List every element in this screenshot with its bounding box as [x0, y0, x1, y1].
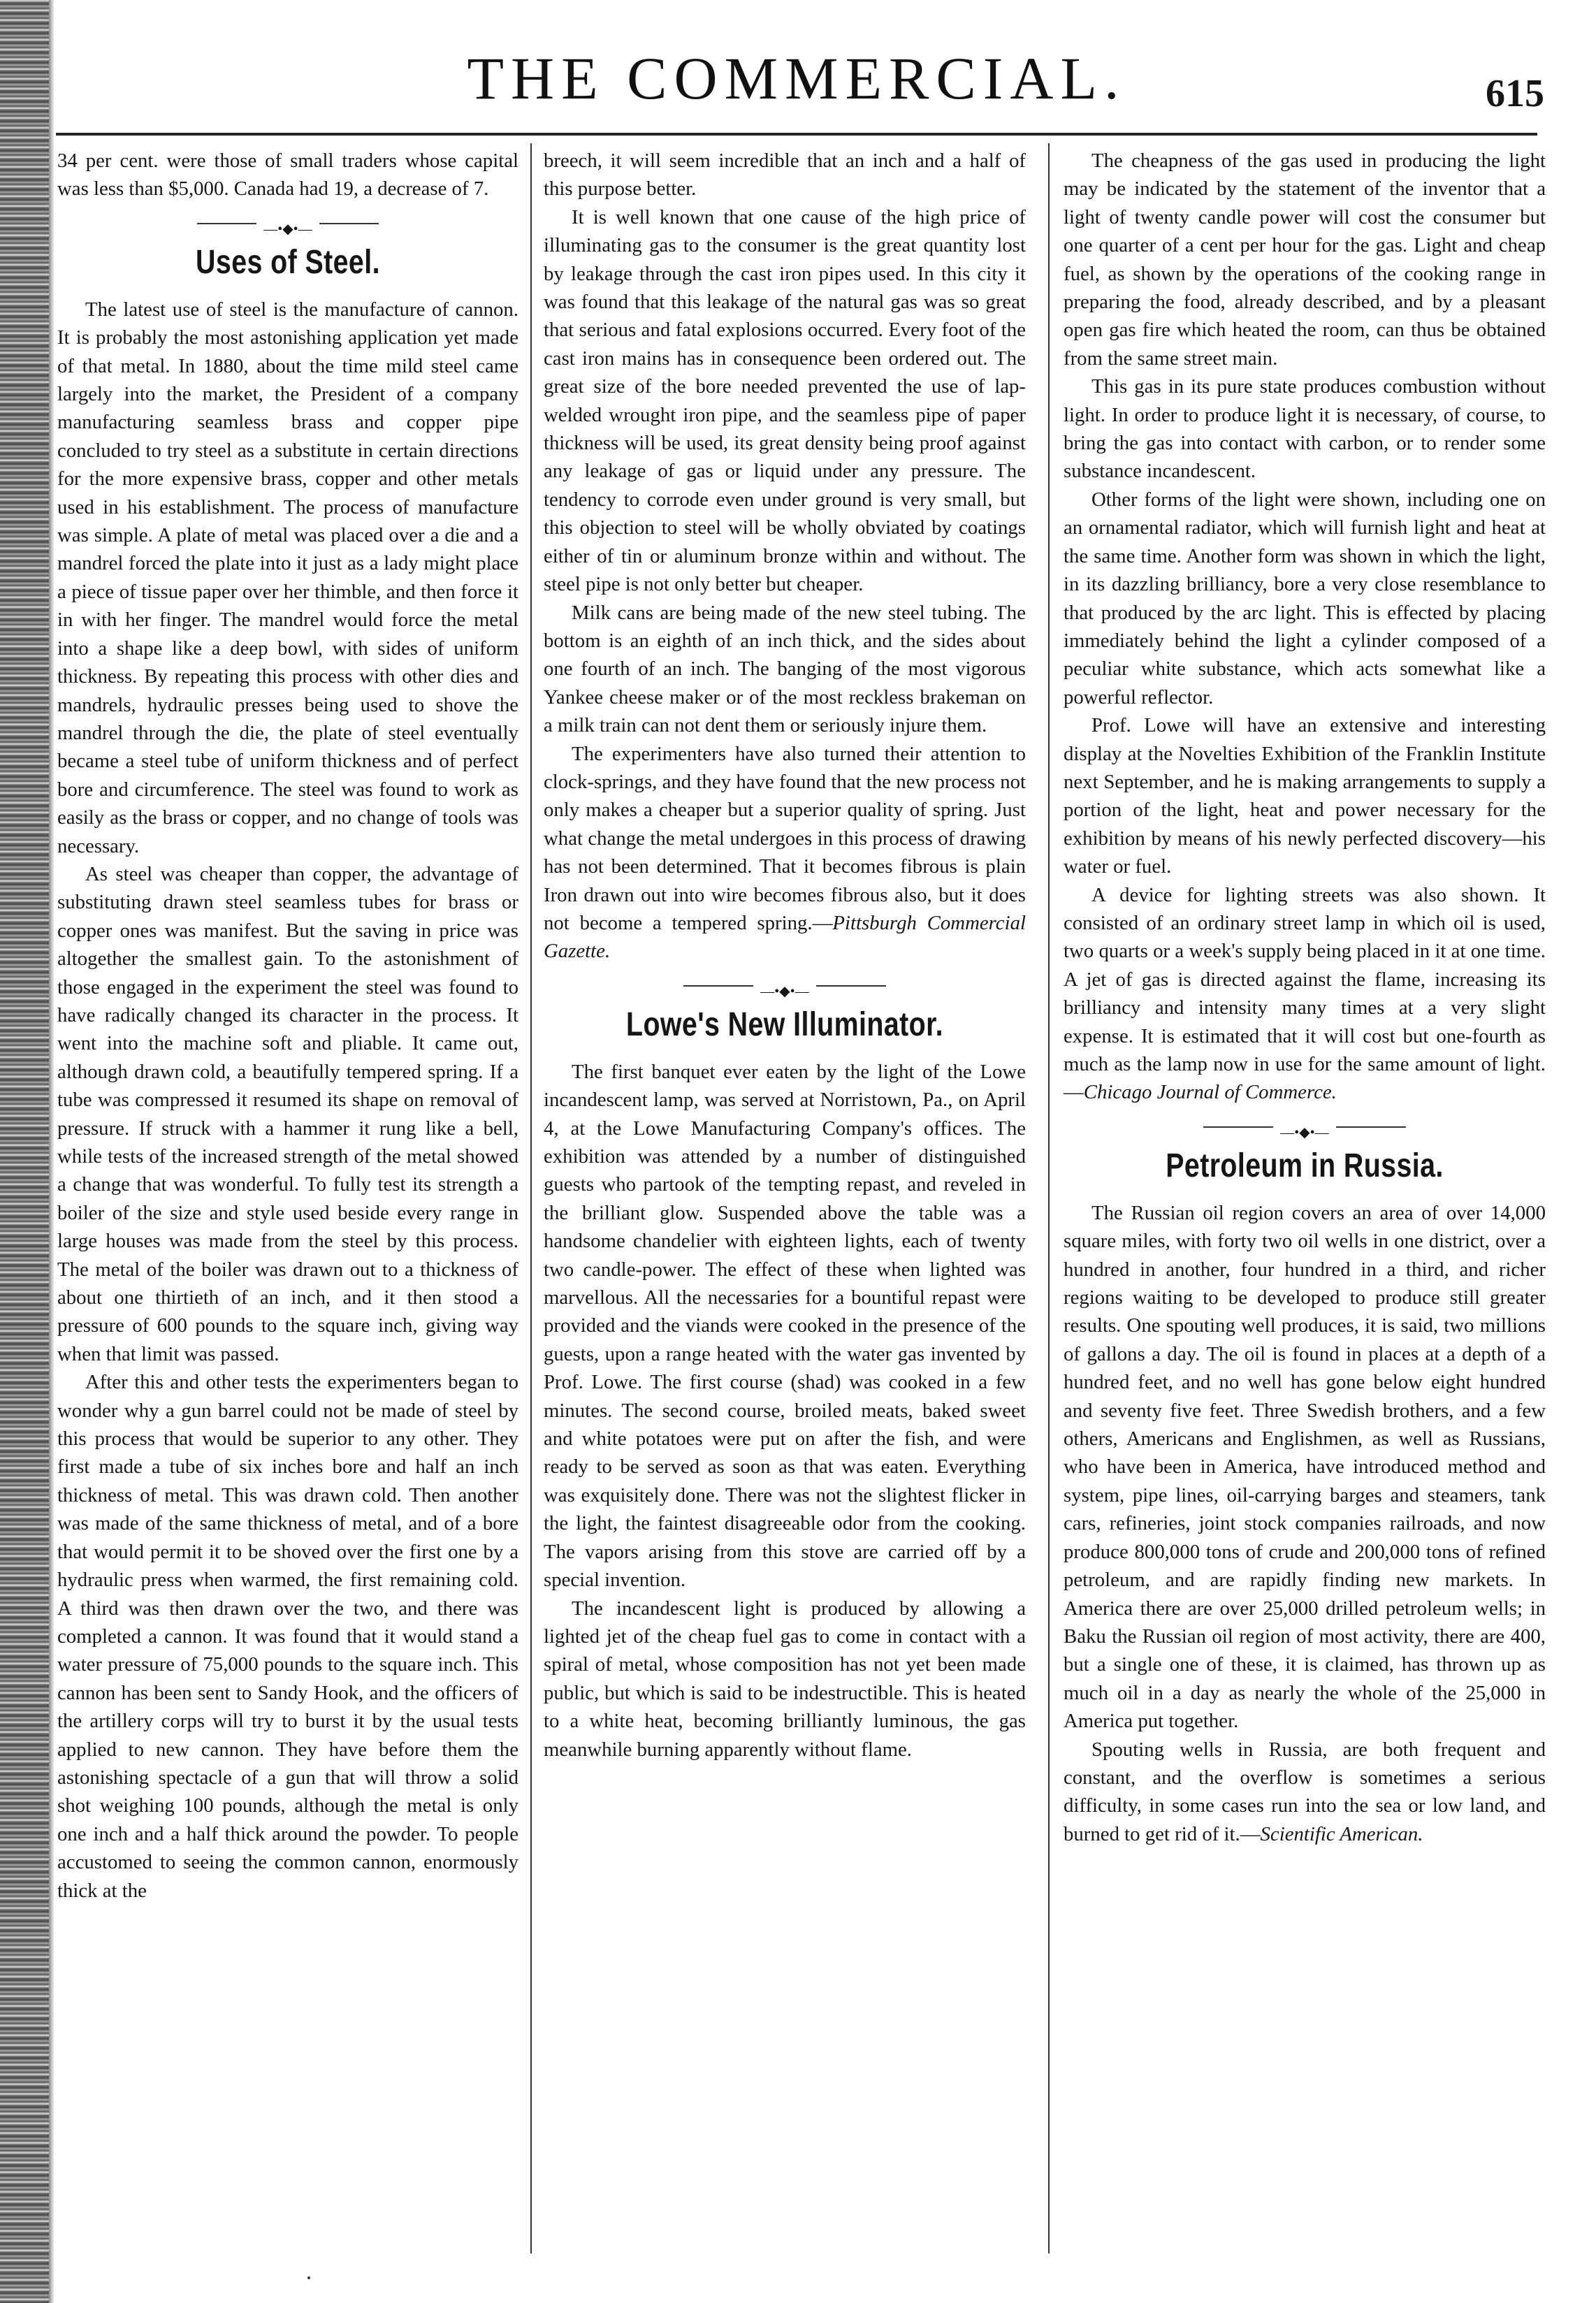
article-heading-uses-of-steel: Uses of Steel.: [196, 243, 380, 281]
article-paragraph: Other forms of the light were shown, including one on an ornamental radiator, which will furnish light and heat at the same time. Another form was shown in which the light, in its dazzling brilliancy, bore a very close resemblance to that produced by the arc light. This is effected by placing immediately behind the light a cylinder composed of a peculiar white substance, which acts somewhat like a powerful reflector.: [1064, 488, 1546, 709]
article-paragraph: After this and other tests the experimenters began to wonder why a gun barrel could not be made of steel by this process that would be superior to any other. They first made a tube of six inches bore and half an inch thickness of metal. This was drawn cold. Then another was made of the same thickness of metal, and of a bore that would permit it to be shoved over the first one by a hydraulic press when warmed, the first remaining cold. A third was then drawn over the two, and there was completed a cannon. It was found that it would stand a water pressure of 75,000 pounds to the square inch. This cannon has been sent to Sandy Hook, and the officers of the artillery corps will try to burst it by the usual tests applied to new cannon. They have before them the astonishing spectacle of a gun that will throw a solid shot weighing 100 pounds, although the metal is only one inch and a half thick around the powder. To people accustomed to seeing the common cannon, enormously thick at the: [57, 1371, 518, 1902]
source-credit: Scientific American.: [1260, 1822, 1423, 1845]
article-paragraph: The Russian oil region covers an area of over 14,000 square miles, with forty two oil wells in one district, over a hundred in another, four hundred in a third, and richer regions waiting to be developed to produce still greater results. One spouting well produces, it is said, two millions of gallons a day. The oil is found in places at a depth of a hundred feet, and no well has gone below eight hundred and seventy five feet. Three Swedish brothers, and a few others, Americans and Englishmen, as well as Russians, who have been in America, have introduced method and system, pipe lines, oil-carrying barges and steamers, tank cars, refineries, joint stock companies railroads, and now produce 800,000 tons of crude and 200,000 tons of refined petroleum, and are rapidly finding new markets. In America there are over 25,000 drilled petroleum wells; in Baku the Russian oil region of most activity, there are 400, but a single one of these, it is claimed, has thrown up as much oil in a day as nearly the whole of the 25,000 in America put together.: [1064, 1201, 1546, 1733]
article-paragraph: The incandescent light is produced by allowing a lighted jet of the cheap fuel gas to come in contact with a spiral of metal, whose composition has not yet been made public, but which is said to be indestructible. This is heated to a white heat, becoming brilliantly luminous, the gas meanwhile burning apparently without flame.: [544, 1597, 1026, 1761]
article-heading-petroleum-in-russia: Petroleum in Russia.: [1166, 1147, 1444, 1184]
article-paragraph: The cheapness of the gas used in producing the light may be indicated by the statement of the inventor that a light of twenty candle power will cost the consumer but one quarter of a cent per hour for the gas. Light and cheap fuel, as shown by the operations of the cooking range in preparing the food, already described, and by a pleasant open gas fire which heated the room, can thus be obtained from the same street main.: [1064, 150, 1546, 370]
article-heading-lowes-new-illuminator: Lowe's New Illuminator.: [625, 1005, 944, 1043]
lead-in-paragraph: 34 per cent. were those of small traders whose capital was less than $5,000. Canada had 19, a decrease of 7.: [57, 150, 518, 201]
page-binding-edge: [0, 0, 49, 2303]
article-paragraph: The experimenters have also turned their attention to clock-springs, and they have found that the new process not only makes a cheaper but a superior quality of spring. Just what change the metal undergoes in this process of drawing has not been determined. That it becomes fibrous is plain Iron drawn out into wire becomes fibrous also, but it does not become a tempered spring.—Pittsburgh Commercial Gazette.: [544, 742, 1026, 963]
section-ornament: —•◆•—: [57, 213, 518, 235]
section-ornament: —•◆•—: [544, 975, 1026, 998]
header-rule: [56, 133, 1537, 136]
article-paragraph: Milk cans are being made of the new steel tubing. The bottom is an eighth of an inch thick, and the sides about one fourth of an inch. The banging of the most vigorous Yankee cheese maker or of the most reckless brakeman on a milk train can not dent them or seriously injure them.: [544, 601, 1026, 737]
running-title: THE COMMERCIAL.: [467, 45, 1126, 112]
article-paragraph: A device for lighting streets was also shown. It consisted of an ordinary street lamp in which oil is used, two quarts or a week's supply being placed in it at one time. A jet of gas is directed against the flame, increasing its brilliancy and intensity many times at a very slight expense. It is estimated that it will cost but one-fourth as much as the lamp now in use for the same amount of light.—Chicago Journal of Commerce.: [1064, 883, 1546, 1104]
article-paragraph: breech, it will seem incredible that an inch and a half of this purpose better.: [544, 150, 1026, 201]
column-1: [57, 147, 518, 2250]
page-header: [49, 43, 1544, 127]
article-paragraph: As steel was cheaper than copper, the advantage of substituting drawn steel seamless tubes for brass or copper ones was manifest. But the saving in price was altogether the smallest gain. To the astonishment of those engaged in the experiment the steel was found to have radically changed its character in the process. It went into the machine soft and pliable. It came out, although drawn cold, a beautifully tempered spring. If a tube was compressed it resumed its shape on removal of pressure. If struck with a hammer it rung like a bell, while tests of the increased strength of the metal showed a change that was wonderful. To fully test its strength a boiler of the size and style used beside every range in large houses was made from the steel by this process. The metal of the boiler was drawn out to a thickness of about one thirtieth of an inch, and it then stood a pressure of 600 pounds to the square inch, giving way when that limit was passed.: [57, 862, 518, 1365]
source-credit: Pittsburgh Commercial Gazette.: [544, 911, 1026, 963]
article-paragraph: This gas in its pure state produces combustion without light. In order to produce light it is necessary, of course, to bring the gas into contact with carbon, or to render some substance incandescent.: [1064, 375, 1546, 483]
article-paragraph: Prof. Lowe will have an extensive and interesting display at the Novelties Exhibition of the Franklin Institute next September, and he is making arrangements to supply a portion of the light, heat and power necessary for the exhibition by means of his newly perfected discovery—his water or fuel.: [1064, 714, 1546, 878]
article-paragraph: The first banquet ever eaten by the light of the Lowe incandescent lamp, was served at Norristown, Pa., on April 4, at the Lowe Manufacturing Company's offices. The exhibition was attended by a number of distinguished guests who partook of the tempting repast, and reveled in the brilliant glow. Suspended above the table was a handsome chandelier with eighteen lights, each of twenty two candle-power. The effect of these when lighted was marvellous. All the necessaries for a bountiful repast were provided and the viands were cooked in the presence of the guests, upon a range heated with the water gas invented by Prof. Lowe. The first course (shad) was cooked in a few minutes. The second course, broiled meats, baked sweet and white potatoes were put on after the fish, and were ready to be served as soon as that was eaten. Everything was exquisitely done. There was not the slightest flicker in the light, the faintest disagreeable odor from the cooking. The vapors arising from this stove are carried off by a special invention.: [544, 1060, 1026, 1592]
article-paragraph: The latest use of steel is the manufacture of cannon. It is probably the most astonishing application yet made of that metal. In 1880, about the time mild steel came largely into the market, the President of a company manufacturing seamless brass and copper pipe concluded to try steel as a substitute in certain directions for the more expensive brass, copper and other metals used in his establishment. The process of manufacture was simple. A plate of metal was placed over a die and a mandrel forced the plate into it just as a lady might place a piece of tissue paper over her thimble, and then force it in with her finger. The mandrel would force the metal into a shape like a deep bowl, with sides of uniform thickness. By repeating this process with other dies and mandrels, hydraulic presses being used to shove the mandrel through the die, the plate of steel eventually became a steel tube of uniform thickness and of perfect bore and circumference. The steel was found to work as easily as the brass or copper, and no change of tools was necessary.: [57, 298, 518, 857]
page-number: 615: [1486, 72, 1544, 115]
article-paragraph: It is well known that one cause of the high price of illuminating gas to the consumer is the great quantity lost by leakage through the cast iron pipes used. In this city it was found that this leakage of the natural gas was so great that serious and fatal explosions occurred. Every foot of the cast iron mains has in consequence been ordered out. The great size of the bore needed prevented the use of lap-welded wrought iron pipe, and the seamless pipe of paper thickness will be used, its great density being proof against any leakage of gas or liquid under any pressure. The tendency to corrode even under ground is very small, but this objection to steel will be wholly obviated by coatings either of tin or aluminum bronze within and without. The steel pipe is not only better but cheaper.: [544, 205, 1026, 596]
column-2: [544, 147, 1026, 2250]
column-rule: [1048, 143, 1050, 2253]
section-ornament: —•◆•—: [1064, 1117, 1546, 1139]
column-3: [1064, 147, 1546, 2250]
column-rule: [530, 143, 532, 2253]
print-speck: [307, 2276, 310, 2279]
article-paragraph: Spouting wells in Russia, are both frequent and constant, and the overflow is sometimes a serious difficulty, in some cases run into the sea or low land, and burned to get rid of it.—Scientific American.: [1064, 1738, 1546, 1845]
source-credit: Chicago Journal of Commerce.: [1083, 1081, 1337, 1104]
